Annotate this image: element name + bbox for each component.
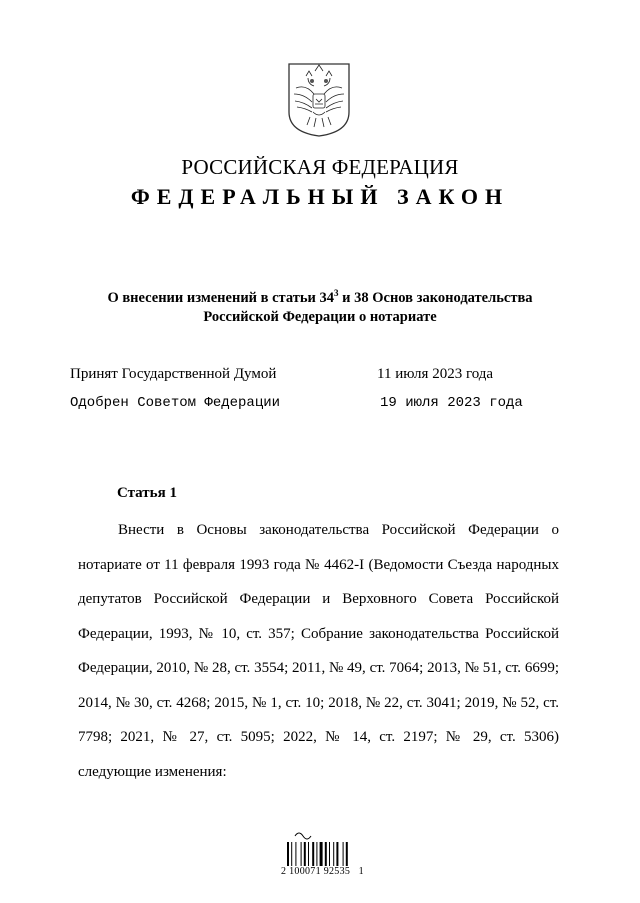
article-body	[78, 513, 559, 789]
duma-adoption-label: Принят Государственной Думой	[70, 366, 277, 382]
law-title	[60, 284, 580, 327]
law-type-heading: ФЕДЕРАЛЬНЫЙ ЗАКОН	[130, 184, 510, 209]
article-superscript: 3	[334, 288, 339, 298]
council-approval-date: 19 июля 2023 года	[380, 395, 523, 411]
duma-adoption-date: 11 июля 2023 года	[377, 366, 494, 382]
council-approval-label: Одобрен Советом Федерации	[70, 395, 281, 411]
article-heading: Статья 1	[117, 485, 177, 501]
law-title-line-1	[60, 284, 580, 308]
law-title-line-2: Российской Федерации о нотариате	[203, 308, 437, 325]
law-title-text-continued: и 38 Основ законодательства	[338, 289, 533, 306]
law-title-text: О внесении изменений в статьи 34	[107, 289, 334, 306]
barcode-number: 2 100071 92535 1	[281, 866, 364, 877]
coat-of-arms-emblem	[286, 62, 352, 138]
country-name: РОССИЙСКАЯ ФЕДЕРАЦИЯ	[181, 155, 459, 179]
article-paragraph: Внести в Основы законодательства Российской Федерации о нотариате от 11 февраля 1993 года № 4462-I (Ведомости Съезда народных депутатов Российской Федерации и Верховного Совета Российской Федерации, 1993, № 10, ст. 357; Собрание законодательства Российской Федерации, 2010, № 28, ст. 3554; 2011, № 49, ст. 7064; 2013, № 51, ст. 6699; 2014, № 30, ст. 4268; 2015, № 1, ст. 10; 2018, № 22, ст. 3041; 2019, № 52, ст. 7798; 2021, № 27, ст. 5095; 2022, № 14, ст. 2197; № 29, ст. 5306) следующие изменения:	[78, 522, 559, 780]
